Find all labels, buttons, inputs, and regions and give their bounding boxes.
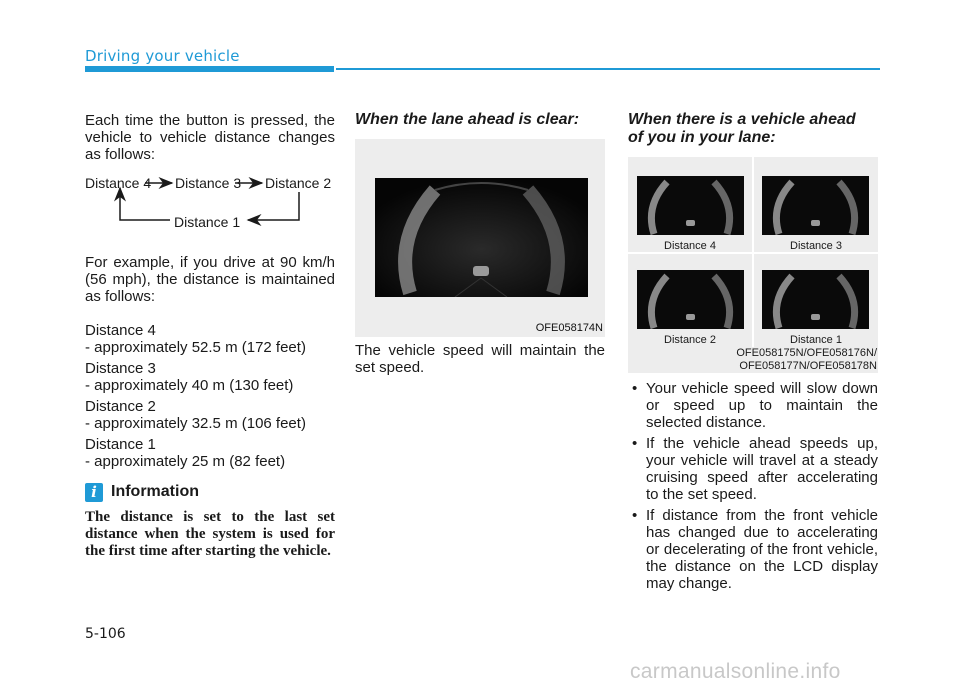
cluster-display — [375, 178, 588, 297]
page-number: 5-106 — [85, 626, 126, 642]
distance-item — [85, 360, 335, 394]
cluster-display — [762, 270, 869, 329]
watermark: carmanualsonline.info — [630, 660, 841, 683]
list-item: • If the vehicle ahead speeds up, your vehicle will travel at a steady cruising speed after accelerating to the set speed. — [628, 435, 878, 503]
cluster-display — [637, 176, 744, 235]
intro-paragraph: Each time the button is pressed, the vehicle to vehicle distance changes as follows: — [85, 112, 335, 163]
distance-list — [85, 322, 335, 470]
cluster-figure-vehicle-ahead — [628, 157, 878, 373]
list-item: • Your vehicle speed will slow down or speed up to maintain the selected distance. — [628, 380, 878, 431]
gauge-graphic — [637, 176, 744, 235]
info-title: Information — [111, 483, 199, 500]
figure-label-distance-3: Distance 3 — [790, 240, 842, 252]
header-rule-thin — [336, 68, 880, 70]
diagram-distance-3: Distance 3 — [175, 175, 242, 191]
distance-item — [85, 398, 335, 432]
distance-name: Distance 1 — [85, 436, 156, 453]
distance-value: - approximately 52.5 m (172 feet) — [85, 339, 306, 356]
info-icon: i — [85, 483, 103, 502]
figure-label-distance-4: Distance 4 — [664, 240, 716, 252]
gauge-graphic — [762, 270, 869, 329]
header-rule-thick — [85, 66, 334, 72]
distance-value: - approximately 32.5 m (106 feet) — [85, 415, 306, 432]
behavior-bullet-list — [628, 380, 878, 596]
distance-cycle-diagram — [85, 170, 335, 240]
distance-name: Distance 4 — [85, 322, 156, 339]
gauge-graphic — [375, 178, 588, 297]
vehicle-ahead-heading — [628, 111, 888, 147]
diagram-distance-2: Distance 2 — [265, 175, 332, 191]
figure-label-distance-2: Distance 2 — [664, 334, 716, 346]
distance-name: Distance 2 — [85, 398, 156, 415]
figure-code: OFE058175N/OFE058176N/ OFE058177N/OFE058178N — [736, 347, 877, 372]
cluster-figure-lane-clear — [355, 139, 605, 337]
cluster-display — [762, 176, 869, 235]
list-item: • If distance from the front vehicle has changed due to accelerating or decelerating of the front vehicle, the distance on the LCD display may change. — [628, 507, 878, 592]
heading-line-2: of you in your lane: — [628, 129, 776, 146]
diagram-distance-1: Distance 1 — [174, 214, 241, 230]
figure-code: OFE058174N — [535, 322, 603, 334]
diagram-distance-4: Distance 4 — [85, 175, 152, 191]
info-text: The distance is set to the last set distance when the system is used for the first time after starting the vehicle. — [85, 509, 335, 559]
distance-value: - approximately 40 m (130 feet) — [85, 377, 294, 394]
figure-label-distance-1: Distance 1 — [790, 334, 842, 346]
grid-divider-horizontal — [628, 252, 878, 254]
section-title: Driving your vehicle — [85, 47, 240, 65]
example-paragraph: For example, if you drive at 90 km/h (56 mph), the distance is maintained as follows: — [85, 254, 335, 305]
distance-name: Distance 3 — [85, 360, 156, 377]
distance-item — [85, 436, 335, 470]
lane-clear-text: The vehicle speed will maintain the set speed. — [355, 342, 605, 376]
lane-clear-heading: When the lane ahead is clear: — [355, 111, 580, 128]
distance-value: - approximately 25 m (82 feet) — [85, 453, 286, 470]
distance-item — [85, 322, 335, 356]
gauge-graphic — [637, 270, 744, 329]
heading-line-1: When there is a vehicle ahead — [628, 111, 856, 128]
gauge-graphic — [762, 176, 869, 235]
cluster-display — [637, 270, 744, 329]
